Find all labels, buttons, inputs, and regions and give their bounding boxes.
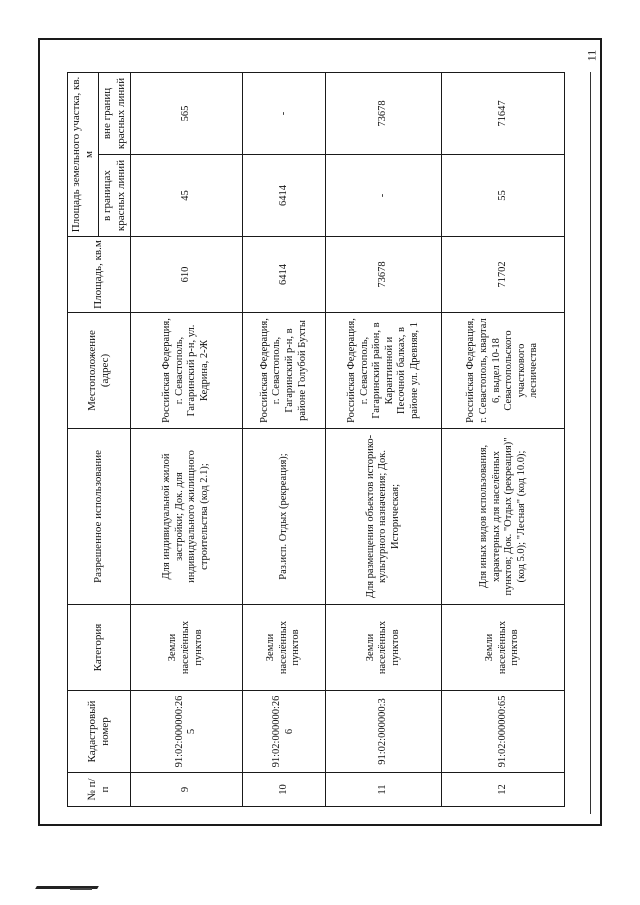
- cell-outside: 73678: [326, 72, 442, 154]
- cell-category: Земли населённых пунктов: [442, 605, 565, 691]
- cell-category: Земли населённых пунктов: [326, 605, 442, 691]
- page-number: 11: [584, 49, 599, 62]
- cell-cadastral: 91:02:000000:265: [130, 691, 242, 773]
- cell-permitted-use: Для иных видов использования, характерных для населённых пунктов; Док. "Отдых (рекреация)" (код 5.0); "Лесная" (код 10.0);: [442, 429, 565, 605]
- cell-location: Российская Федерация, г. Севастополь, квартал 6, выдел 10-18 Севастопольского участкового лесничества: [442, 313, 565, 429]
- cell-area: 6414: [242, 237, 325, 313]
- cell-area: 71702: [442, 237, 565, 313]
- scan-mark: [70, 888, 92, 890]
- header-num: № п/п: [68, 773, 131, 807]
- header-within-red-lines: в границах красных линий: [99, 155, 130, 237]
- header-area: Площадь, кв.м: [68, 237, 131, 313]
- table-row: [326, 72, 442, 806]
- cell-num: 12: [442, 773, 565, 807]
- cell-permitted-use: Для размещения объектов историко-культурного назначения; Док. Историческая;: [326, 429, 442, 605]
- cell-num: 9: [130, 773, 242, 807]
- rotated-table-wrapper: [67, 73, 565, 807]
- cell-area: 610: [130, 237, 242, 313]
- cell-outside: 71647: [442, 72, 565, 154]
- table-row: [130, 72, 242, 806]
- cell-num: 10: [242, 773, 325, 807]
- table-row: [242, 72, 325, 806]
- cell-permitted-use: Для индивидуальной жилой застройки; Док. для индивидуального жилищного строительства (код 2.1);: [130, 429, 242, 605]
- cell-within: -: [326, 155, 442, 237]
- cell-num: 11: [326, 773, 442, 807]
- cell-outside: 565: [130, 72, 242, 154]
- cell-within: 45: [130, 155, 242, 237]
- cell-cadastral: 91:02:000000:266: [242, 691, 325, 773]
- header-category: Категория: [68, 605, 131, 691]
- header-location: Местоположение (адрес): [68, 313, 131, 429]
- cell-cadastral: 91:02:000000:65: [442, 691, 565, 773]
- land-plot-table: [67, 72, 565, 807]
- header-permitted-use: Разрешенное использование: [68, 429, 131, 605]
- table-row: [442, 72, 565, 806]
- cell-location: Российская Федерация, г. Севастополь, Гагаринский р-н, ул. Кедрина, 2-Ж: [130, 313, 242, 429]
- header-cadastral: Кадастровый номер: [68, 691, 131, 773]
- cell-category: Земли населённых пунктов: [130, 605, 242, 691]
- cell-location: Российская Федерация, г. Севастополь, Гагаринский район, в Карантинной и Песочной балках, в районе ул. Древняя, 1: [326, 313, 442, 429]
- cell-cadastral: 91:02:000000:3: [326, 691, 442, 773]
- cell-outside: -: [242, 72, 325, 154]
- header-outside-red-lines: вне границ красных линий: [99, 72, 130, 154]
- cell-within: 55: [442, 155, 565, 237]
- cell-area: 73678: [326, 237, 442, 313]
- margin-rule: [590, 72, 591, 814]
- cell-within: 6414: [242, 155, 325, 237]
- cell-permitted-use: Раз.исп. Отдых (рекреация);: [242, 429, 325, 605]
- header-land-area-group: Площадь земельного участка, кв. м: [68, 72, 99, 236]
- cell-category: Земли населённых пунктов: [242, 605, 325, 691]
- cell-location: Российская Федерация, г. Севастополь, Гагаринский р-н, в районе Голубой Бухты: [242, 313, 325, 429]
